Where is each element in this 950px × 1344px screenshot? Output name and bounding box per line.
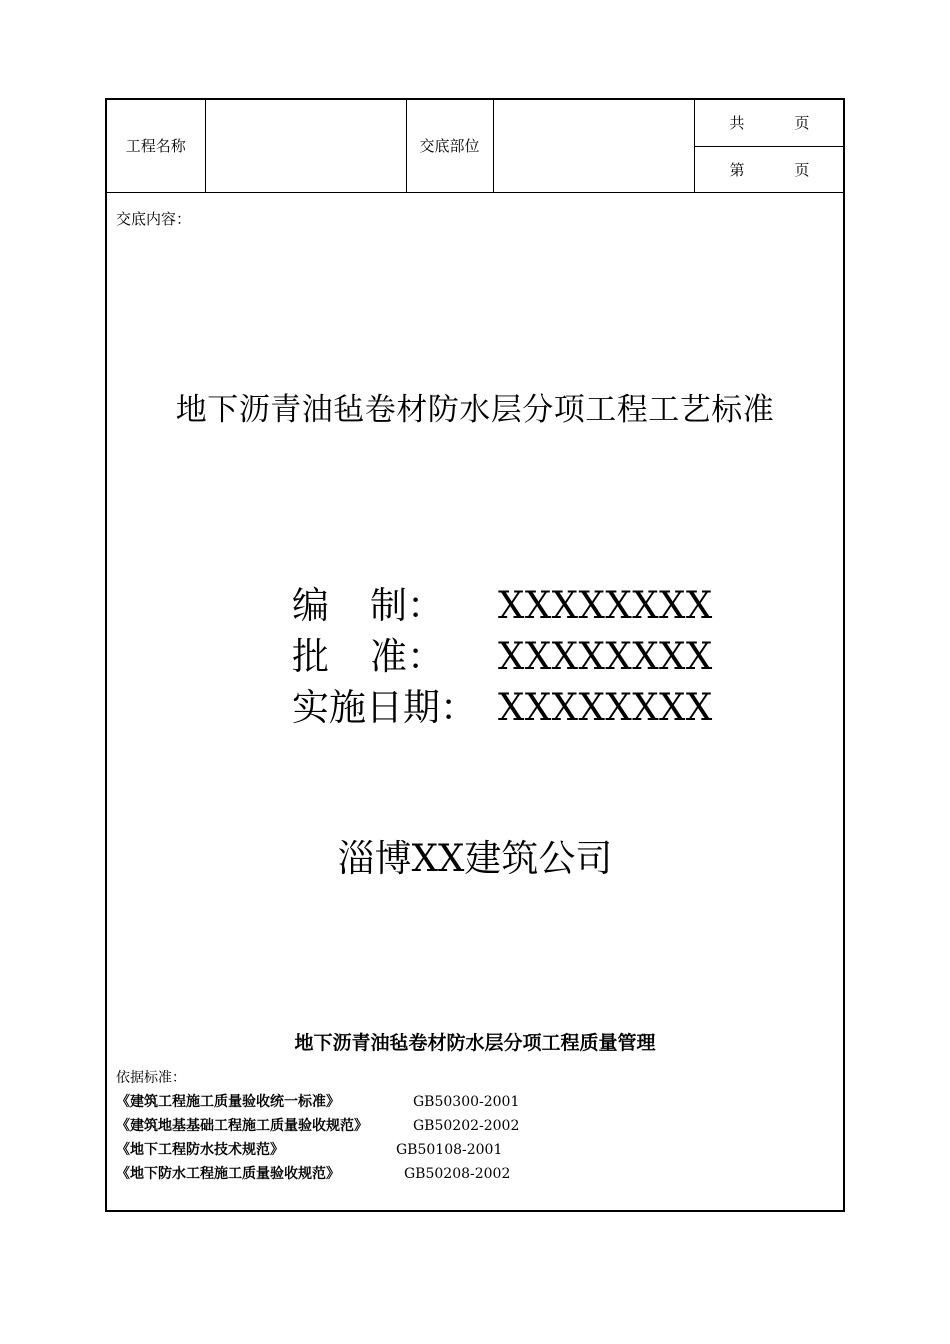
project-name-field[interactable]	[205, 100, 406, 192]
header-table	[107, 100, 843, 193]
standard-name: 《建筑工程施工质量验收统一标准》	[116, 1094, 340, 1110]
location-label: 交底部位	[406, 100, 493, 192]
company-middle: XX	[411, 837, 465, 880]
page-number-cell	[694, 146, 843, 192]
standard-row	[116, 1138, 519, 1162]
date-label-b: ：	[440, 686, 477, 729]
signature-row-compiled	[292, 580, 713, 631]
approved-value: XXXXXXXX	[498, 635, 713, 678]
document-sheet	[105, 98, 845, 1212]
approved-label-b: 准：	[370, 635, 444, 678]
page-number-word: 第	[729, 160, 745, 179]
date-value: XXXXXXXX	[498, 686, 713, 729]
compiled-label-a: 编	[292, 584, 329, 627]
signature-row-approved	[292, 631, 713, 682]
total-pages-word: 共	[729, 114, 745, 133]
compiled-label-b: 制：	[370, 584, 444, 627]
standard-row	[116, 1114, 519, 1138]
standard-name: 《地下工程防水技术规范》	[116, 1142, 284, 1158]
standard-code: GB50108-2001	[396, 1142, 503, 1158]
document-title: 地下沥青油毡卷材防水层分项工程工艺标准	[175, 392, 775, 428]
location-field[interactable]	[493, 100, 694, 192]
compiled-value: XXXXXXXX	[498, 584, 713, 627]
total-pages-cell	[694, 100, 843, 146]
signature-block	[292, 580, 713, 733]
company-prefix: 淄博	[337, 837, 412, 880]
standard-row	[116, 1090, 519, 1114]
quality-management-title: 地下沥青油毡卷材防水层分项工程质量管理	[294, 1032, 656, 1054]
content-label: 交底内容：	[116, 210, 192, 228]
standard-name: 《建筑地基基础工程施工质量验收规范》	[116, 1118, 368, 1134]
signature-row-date	[292, 682, 713, 733]
standard-row	[116, 1162, 519, 1186]
standard-name: 《地下防水工程施工质量验收规范》	[116, 1166, 340, 1182]
page-number-unit: 页	[794, 160, 810, 179]
standard-code: GB50202-2002	[413, 1118, 520, 1134]
date-label-a: 实施日期	[292, 686, 440, 729]
total-pages-unit: 页	[794, 114, 810, 133]
project-name-label: 工程名称	[107, 100, 205, 192]
standards-section	[116, 1066, 519, 1186]
standard-code: GB50208-2002	[404, 1166, 511, 1182]
approved-label-a: 批	[292, 635, 329, 678]
company-suffix: 建筑公司	[464, 837, 613, 880]
basis-label: 依据标准：	[116, 1070, 186, 1086]
standard-code: GB50300-2001	[413, 1094, 520, 1110]
company-name	[107, 828, 843, 882]
